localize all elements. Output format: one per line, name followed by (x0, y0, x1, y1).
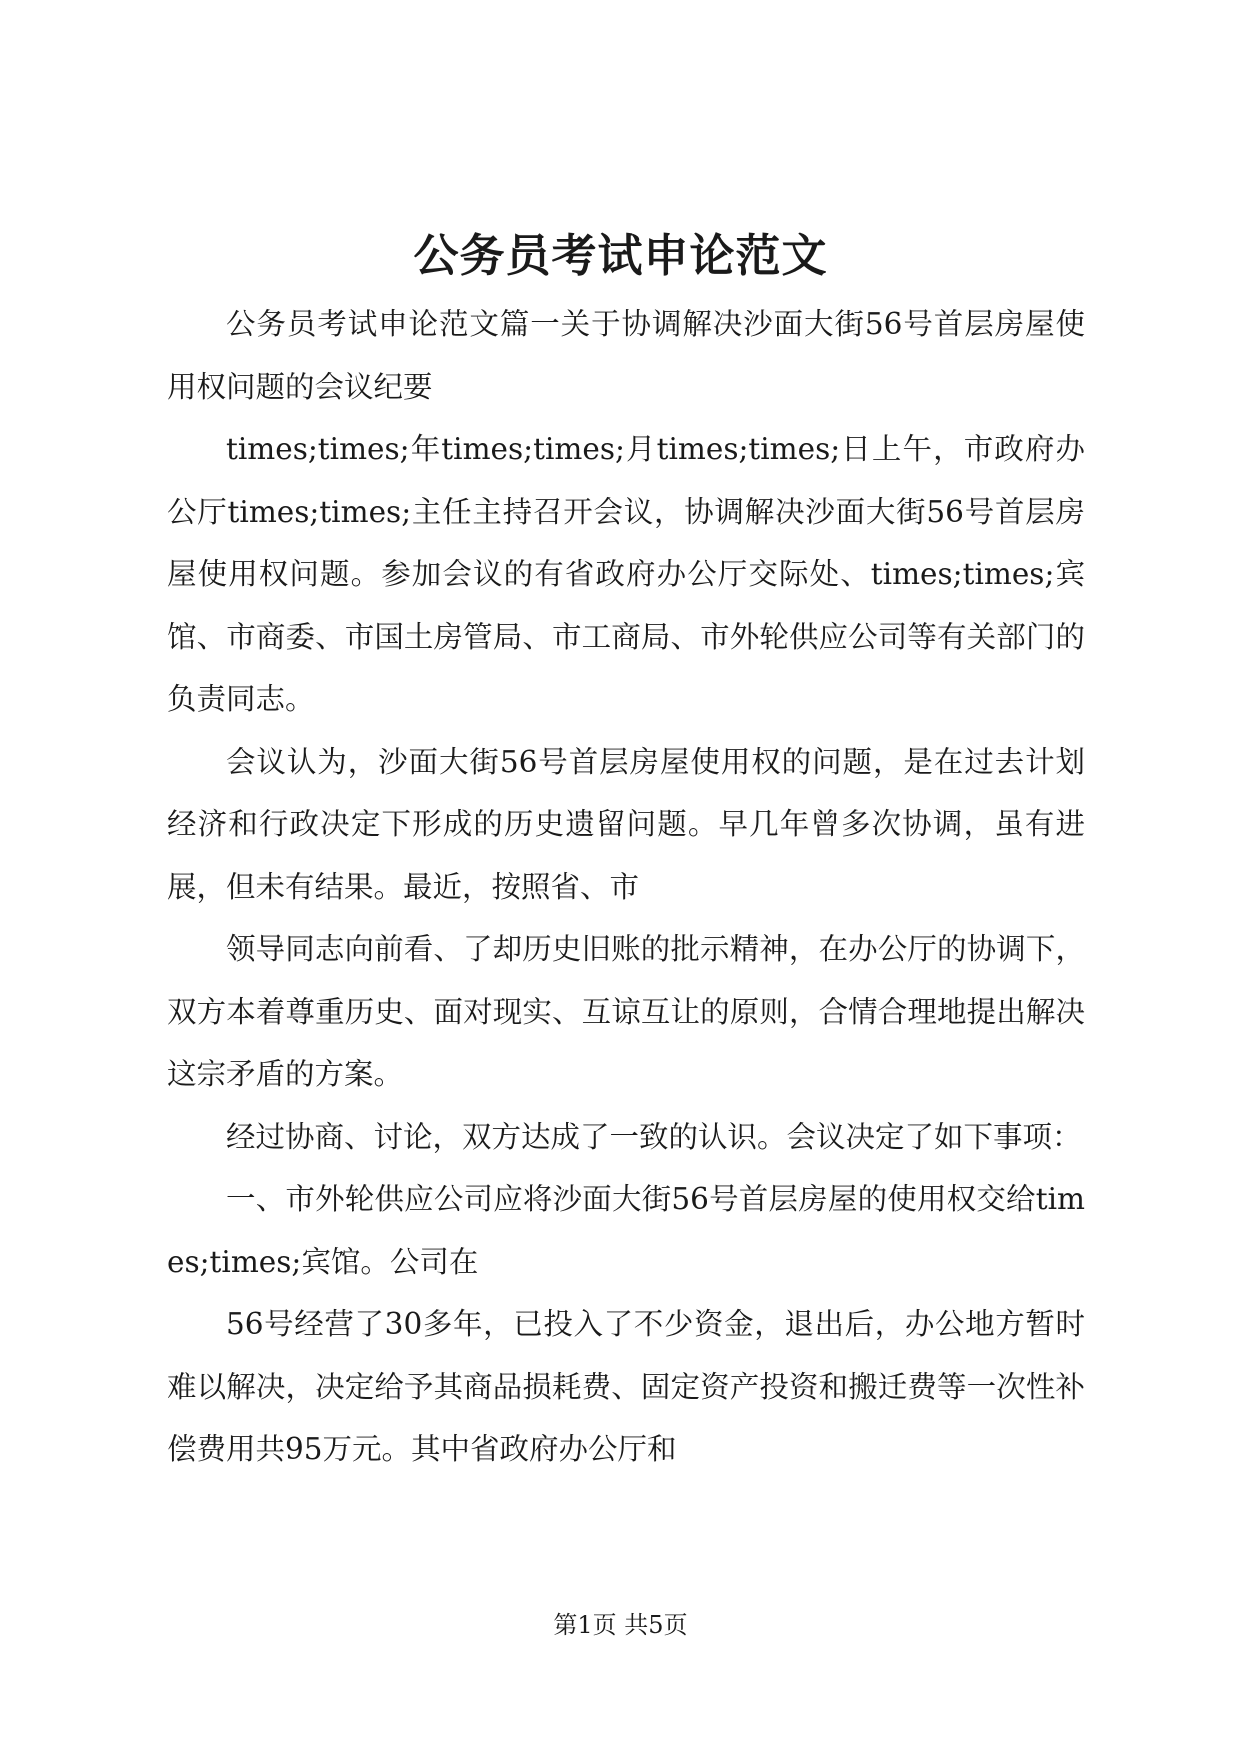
paragraph-6: 一、市外轮供应公司应将沙面大街56号首层房屋的使用权交给times;times;宾馆。公司在 (167, 1182, 1085, 1279)
page-footer: 第1页 共5页 (553, 1611, 688, 1639)
paragraph-3: 会议认为，沙面大街56号首层房屋使用权的问题，是在过去计划经济和行政决定下形成的历史遗留问题。早几年曾多次协调，虽有进展，但未有结果。最近，按照省、市 (167, 744, 1085, 904)
document-title: 公务员考试申论范文 (413, 229, 828, 282)
paragraph-7: 56号经营了30多年，已投入了不少资金，退出后，办公地方暂时难以解决，决定给予其商品损耗费、固定资产投资和搬迁费等一次性补偿费用共95万元。其中省政府办公厅和 (167, 1307, 1085, 1466)
paragraph-4: 领导同志向前看、了却历史旧账的批示精神，在办公厅的协调下，双方本着尊重历史、面对现实、互谅互让的原则，合情合理地提出解决这宗矛盾的方案。 (167, 932, 1085, 1091)
paragraph-2: times;times;年times;times;月times;times;日上午，市政府办公厅times;times;主任主持召开会议，协调解决沙面大街56号首层房屋使用权问题。参加会议的有省政府办公厅交际处、times;times;宾馆、市商委、市国土房管局、市工商局、市外轮供应公司等有关部门的负责同志。 (167, 432, 1085, 716)
paragraph-1: 公务员考试申论范文篇一关于协调解决沙面大街56号首层房屋使用权问题的会议纪要 (167, 307, 1085, 404)
document-body (167, 293, 1085, 1481)
paragraph-5: 经过协商、讨论，双方达成了一致的认识。会议决定了如下事项： (226, 1119, 1082, 1154)
